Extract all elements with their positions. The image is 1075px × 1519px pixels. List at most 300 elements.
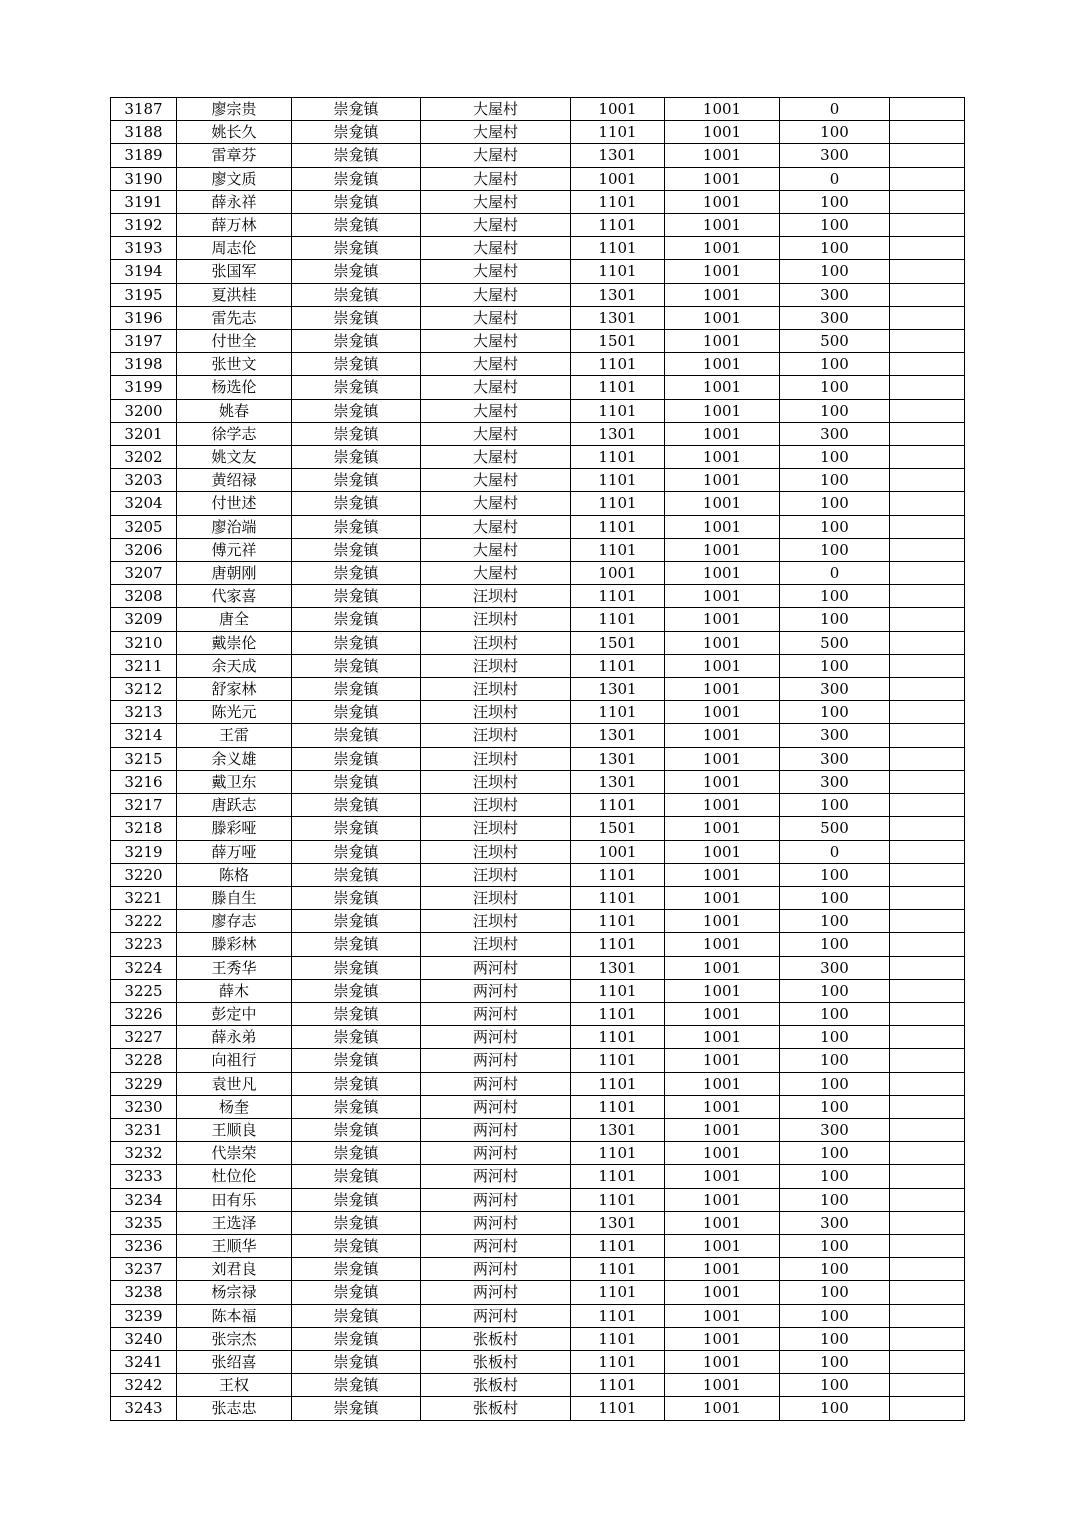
cell-amount2: 1001 <box>665 678 780 701</box>
cell-name: 薛木 <box>177 979 292 1002</box>
cell-id: 3190 <box>111 167 177 190</box>
table-row <box>111 1281 965 1304</box>
cell-amount3: 300 <box>780 144 890 167</box>
cell-name: 彭定中 <box>177 1002 292 1025</box>
cell-id: 3237 <box>111 1258 177 1281</box>
cell-note <box>890 585 965 608</box>
cell-id: 3194 <box>111 260 177 283</box>
cell-amount2: 1001 <box>665 910 780 933</box>
cell-amount3: 100 <box>780 214 890 237</box>
cell-note <box>890 1350 965 1373</box>
cell-id: 3206 <box>111 538 177 561</box>
cell-amount3: 100 <box>780 701 890 724</box>
cell-town: 崇龛镇 <box>292 933 421 956</box>
table-row <box>111 306 965 329</box>
cell-amount3: 300 <box>780 283 890 306</box>
cell-name: 杨选伦 <box>177 376 292 399</box>
cell-name: 张世文 <box>177 353 292 376</box>
table-row <box>111 1327 965 1350</box>
cell-note <box>890 167 965 190</box>
cell-town: 崇龛镇 <box>292 237 421 260</box>
cell-amount1: 1101 <box>571 1002 665 1025</box>
cell-id: 3235 <box>111 1211 177 1234</box>
cell-name: 王雷 <box>177 724 292 747</box>
cell-note <box>890 1397 965 1420</box>
cell-amount1: 1101 <box>571 515 665 538</box>
cell-town: 崇龛镇 <box>292 469 421 492</box>
cell-amount3: 100 <box>780 1072 890 1095</box>
cell-amount2: 1001 <box>665 840 780 863</box>
cell-name: 张国军 <box>177 260 292 283</box>
table-row <box>111 144 965 167</box>
table-row <box>111 214 965 237</box>
cell-note <box>890 515 965 538</box>
cell-amount3: 500 <box>780 330 890 353</box>
table-row <box>111 794 965 817</box>
cell-amount2: 1001 <box>665 121 780 144</box>
cell-village: 两河村 <box>421 1118 571 1141</box>
table-row <box>111 1188 965 1211</box>
cell-note <box>890 144 965 167</box>
cell-id: 3222 <box>111 910 177 933</box>
cell-name: 周志伦 <box>177 237 292 260</box>
cell-town: 崇龛镇 <box>292 538 421 561</box>
cell-name: 代崇荣 <box>177 1142 292 1165</box>
cell-village: 大屋村 <box>421 121 571 144</box>
cell-amount3: 100 <box>780 1304 890 1327</box>
cell-name: 夏洪桂 <box>177 283 292 306</box>
cell-town: 崇龛镇 <box>292 1026 421 1049</box>
cell-village: 两河村 <box>421 1095 571 1118</box>
cell-note <box>890 886 965 909</box>
cell-note <box>890 353 965 376</box>
cell-village: 两河村 <box>421 1165 571 1188</box>
cell-amount2: 1001 <box>665 585 780 608</box>
cell-id: 3203 <box>111 469 177 492</box>
cell-town: 崇龛镇 <box>292 1327 421 1350</box>
cell-amount2: 1001 <box>665 1118 780 1141</box>
cell-id: 3229 <box>111 1072 177 1095</box>
cell-village: 两河村 <box>421 1049 571 1072</box>
cell-amount1: 1101 <box>571 1234 665 1257</box>
cell-amount3: 0 <box>780 562 890 585</box>
cell-amount2: 1001 <box>665 1350 780 1373</box>
cell-id: 3211 <box>111 654 177 677</box>
cell-amount3: 100 <box>780 979 890 1002</box>
cell-town: 崇龛镇 <box>292 979 421 1002</box>
cell-village: 两河村 <box>421 1002 571 1025</box>
cell-village: 大屋村 <box>421 167 571 190</box>
cell-name: 王顺良 <box>177 1118 292 1141</box>
cell-name: 滕自生 <box>177 886 292 909</box>
cell-id: 3216 <box>111 770 177 793</box>
cell-amount3: 300 <box>780 770 890 793</box>
cell-amount2: 1001 <box>665 817 780 840</box>
cell-town: 崇龛镇 <box>292 701 421 724</box>
cell-note <box>890 1211 965 1234</box>
cell-id: 3234 <box>111 1188 177 1211</box>
cell-amount3: 100 <box>780 608 890 631</box>
cell-town: 崇龛镇 <box>292 446 421 469</box>
cell-village: 汪坝村 <box>421 724 571 747</box>
cell-amount2: 1001 <box>665 214 780 237</box>
cell-town: 崇龛镇 <box>292 1374 421 1397</box>
cell-name: 付世全 <box>177 330 292 353</box>
cell-town: 崇龛镇 <box>292 515 421 538</box>
cell-amount2: 1001 <box>665 863 780 886</box>
cell-village: 大屋村 <box>421 98 571 121</box>
cell-amount2: 1001 <box>665 1397 780 1420</box>
cell-id: 3210 <box>111 631 177 654</box>
cell-village: 汪坝村 <box>421 678 571 701</box>
cell-name: 薛万哑 <box>177 840 292 863</box>
cell-amount2: 1001 <box>665 1049 780 1072</box>
cell-amount2: 1001 <box>665 399 780 422</box>
cell-amount1: 1101 <box>571 237 665 260</box>
cell-name: 刘君良 <box>177 1258 292 1281</box>
cell-amount1: 1101 <box>571 979 665 1002</box>
cell-amount2: 1001 <box>665 144 780 167</box>
cell-amount2: 1001 <box>665 98 780 121</box>
table-row <box>111 1211 965 1234</box>
cell-amount1: 1501 <box>571 817 665 840</box>
cell-name: 袁世凡 <box>177 1072 292 1095</box>
cell-amount3: 100 <box>780 654 890 677</box>
cell-name: 余天成 <box>177 654 292 677</box>
cell-town: 崇龛镇 <box>292 306 421 329</box>
cell-town: 崇龛镇 <box>292 770 421 793</box>
table-row <box>111 1002 965 1025</box>
cell-amount3: 500 <box>780 631 890 654</box>
cell-amount1: 1101 <box>571 1049 665 1072</box>
cell-amount3: 100 <box>780 446 890 469</box>
cell-note <box>890 770 965 793</box>
cell-amount3: 100 <box>780 1327 890 1350</box>
cell-village: 汪坝村 <box>421 794 571 817</box>
cell-note <box>890 1165 965 1188</box>
cell-amount1: 1101 <box>571 1304 665 1327</box>
cell-id: 3188 <box>111 121 177 144</box>
cell-amount2: 1001 <box>665 283 780 306</box>
cell-amount1: 1101 <box>571 654 665 677</box>
cell-name: 余义雄 <box>177 747 292 770</box>
cell-amount2: 1001 <box>665 515 780 538</box>
cell-id: 3243 <box>111 1397 177 1420</box>
cell-note <box>890 469 965 492</box>
cell-amount3: 100 <box>780 237 890 260</box>
cell-town: 崇龛镇 <box>292 98 421 121</box>
cell-amount3: 100 <box>780 1234 890 1257</box>
cell-name: 付世述 <box>177 492 292 515</box>
cell-amount3: 0 <box>780 167 890 190</box>
cell-amount1: 1101 <box>571 538 665 561</box>
table-row <box>111 167 965 190</box>
cell-id: 3220 <box>111 863 177 886</box>
cell-amount2: 1001 <box>665 1234 780 1257</box>
cell-note <box>890 1049 965 1072</box>
table-body <box>111 98 965 1421</box>
cell-amount2: 1001 <box>665 979 780 1002</box>
cell-id: 3225 <box>111 979 177 1002</box>
cell-amount2: 1001 <box>665 1188 780 1211</box>
table-row <box>111 678 965 701</box>
cell-town: 崇龛镇 <box>292 1350 421 1373</box>
cell-amount3: 100 <box>780 1258 890 1281</box>
cell-name: 王秀华 <box>177 956 292 979</box>
cell-id: 3198 <box>111 353 177 376</box>
cell-village: 汪坝村 <box>421 701 571 724</box>
cell-amount3: 300 <box>780 678 890 701</box>
cell-name: 代家喜 <box>177 585 292 608</box>
table-row <box>111 492 965 515</box>
cell-note <box>890 492 965 515</box>
cell-amount2: 1001 <box>665 631 780 654</box>
cell-amount1: 1301 <box>571 1118 665 1141</box>
cell-id: 3197 <box>111 330 177 353</box>
table-row <box>111 399 965 422</box>
cell-amount2: 1001 <box>665 469 780 492</box>
cell-amount2: 1001 <box>665 701 780 724</box>
cell-village: 两河村 <box>421 1258 571 1281</box>
cell-name: 姚文友 <box>177 446 292 469</box>
cell-id: 3240 <box>111 1327 177 1350</box>
cell-note <box>890 1281 965 1304</box>
cell-amount3: 300 <box>780 1211 890 1234</box>
cell-id: 3205 <box>111 515 177 538</box>
cell-town: 崇龛镇 <box>292 1304 421 1327</box>
cell-amount2: 1001 <box>665 724 780 747</box>
cell-id: 3212 <box>111 678 177 701</box>
cell-amount1: 1301 <box>571 306 665 329</box>
cell-village: 张板村 <box>421 1327 571 1350</box>
cell-amount2: 1001 <box>665 1142 780 1165</box>
cell-amount3: 100 <box>780 121 890 144</box>
table-row <box>111 863 965 886</box>
table-row <box>111 886 965 909</box>
cell-town: 崇龛镇 <box>292 1002 421 1025</box>
cell-note <box>890 1188 965 1211</box>
table-row <box>111 422 965 445</box>
cell-village: 大屋村 <box>421 214 571 237</box>
cell-amount1: 1101 <box>571 910 665 933</box>
cell-amount1: 1301 <box>571 956 665 979</box>
table-row <box>111 1026 965 1049</box>
cell-amount2: 1001 <box>665 1026 780 1049</box>
cell-village: 大屋村 <box>421 492 571 515</box>
cell-id: 3221 <box>111 886 177 909</box>
cell-amount2: 1001 <box>665 933 780 956</box>
cell-amount1: 1101 <box>571 446 665 469</box>
table-row <box>111 933 965 956</box>
cell-note <box>890 701 965 724</box>
cell-amount2: 1001 <box>665 1327 780 1350</box>
cell-village: 两河村 <box>421 1234 571 1257</box>
cell-id: 3208 <box>111 585 177 608</box>
cell-amount3: 100 <box>780 863 890 886</box>
cell-id: 3191 <box>111 190 177 213</box>
cell-amount1: 1101 <box>571 190 665 213</box>
cell-town: 崇龛镇 <box>292 1397 421 1420</box>
cell-town: 崇龛镇 <box>292 562 421 585</box>
cell-id: 3215 <box>111 747 177 770</box>
cell-id: 3200 <box>111 399 177 422</box>
cell-name: 雷章芬 <box>177 144 292 167</box>
cell-name: 滕彩林 <box>177 933 292 956</box>
cell-amount3: 100 <box>780 1142 890 1165</box>
cell-amount2: 1001 <box>665 1165 780 1188</box>
cell-note <box>890 1026 965 1049</box>
cell-amount2: 1001 <box>665 1304 780 1327</box>
cell-town: 崇龛镇 <box>292 144 421 167</box>
cell-amount2: 1001 <box>665 770 780 793</box>
cell-note <box>890 747 965 770</box>
table-row <box>111 1072 965 1095</box>
cell-id: 3202 <box>111 446 177 469</box>
table-row <box>111 1095 965 1118</box>
cell-village: 汪坝村 <box>421 608 571 631</box>
table-row <box>111 747 965 770</box>
cell-name: 王顺华 <box>177 1234 292 1257</box>
cell-amount2: 1001 <box>665 562 780 585</box>
cell-name: 陈本福 <box>177 1304 292 1327</box>
cell-amount2: 1001 <box>665 446 780 469</box>
cell-town: 崇龛镇 <box>292 863 421 886</box>
table-row <box>111 1049 965 1072</box>
cell-amount1: 1101 <box>571 1142 665 1165</box>
cell-name: 滕彩哑 <box>177 817 292 840</box>
cell-village: 汪坝村 <box>421 886 571 909</box>
cell-note <box>890 1304 965 1327</box>
cell-note <box>890 330 965 353</box>
cell-amount2: 1001 <box>665 1258 780 1281</box>
cell-note <box>890 1002 965 1025</box>
cell-amount3: 100 <box>780 1165 890 1188</box>
cell-id: 3223 <box>111 933 177 956</box>
cell-amount2: 1001 <box>665 1095 780 1118</box>
cell-town: 崇龛镇 <box>292 794 421 817</box>
cell-amount2: 1001 <box>665 167 780 190</box>
cell-town: 崇龛镇 <box>292 121 421 144</box>
cell-village: 大屋村 <box>421 376 571 399</box>
cell-village: 大屋村 <box>421 237 571 260</box>
cell-note <box>890 399 965 422</box>
cell-amount3: 100 <box>780 1002 890 1025</box>
cell-village: 大屋村 <box>421 144 571 167</box>
cell-id: 3236 <box>111 1234 177 1257</box>
cell-name: 杨奎 <box>177 1095 292 1118</box>
cell-name: 田有乐 <box>177 1188 292 1211</box>
data-table <box>110 97 965 1421</box>
table-row <box>111 330 965 353</box>
cell-town: 崇龛镇 <box>292 492 421 515</box>
cell-amount3: 100 <box>780 469 890 492</box>
cell-note <box>890 283 965 306</box>
cell-town: 崇龛镇 <box>292 886 421 909</box>
cell-id: 3187 <box>111 98 177 121</box>
cell-name: 唐跃志 <box>177 794 292 817</box>
cell-village: 大屋村 <box>421 469 571 492</box>
cell-amount3: 100 <box>780 1188 890 1211</box>
cell-note <box>890 979 965 1002</box>
cell-town: 崇龛镇 <box>292 1072 421 1095</box>
cell-amount2: 1001 <box>665 237 780 260</box>
cell-id: 3239 <box>111 1304 177 1327</box>
cell-village: 汪坝村 <box>421 585 571 608</box>
cell-note <box>890 910 965 933</box>
cell-name: 薛永祥 <box>177 190 292 213</box>
cell-town: 崇龛镇 <box>292 747 421 770</box>
cell-village: 大屋村 <box>421 306 571 329</box>
cell-amount1: 1101 <box>571 1374 665 1397</box>
cell-town: 崇龛镇 <box>292 376 421 399</box>
cell-amount2: 1001 <box>665 492 780 515</box>
cell-town: 崇龛镇 <box>292 1188 421 1211</box>
cell-amount3: 100 <box>780 794 890 817</box>
cell-amount1: 1101 <box>571 121 665 144</box>
cell-id: 3214 <box>111 724 177 747</box>
cell-note <box>890 1327 965 1350</box>
table-row <box>111 121 965 144</box>
cell-note <box>890 1258 965 1281</box>
cell-amount1: 1101 <box>571 1281 665 1304</box>
table-row <box>111 376 965 399</box>
cell-village: 张板村 <box>421 1374 571 1397</box>
table-row <box>111 98 965 121</box>
cell-amount1: 1101 <box>571 1258 665 1281</box>
cell-amount1: 1101 <box>571 469 665 492</box>
cell-note <box>890 817 965 840</box>
cell-village: 大屋村 <box>421 422 571 445</box>
cell-amount2: 1001 <box>665 330 780 353</box>
cell-amount2: 1001 <box>665 538 780 561</box>
cell-note <box>890 214 965 237</box>
cell-amount1: 1301 <box>571 770 665 793</box>
cell-amount1: 1101 <box>571 1188 665 1211</box>
cell-amount2: 1001 <box>665 886 780 909</box>
cell-town: 崇龛镇 <box>292 910 421 933</box>
cell-id: 3218 <box>111 817 177 840</box>
cell-amount3: 100 <box>780 399 890 422</box>
cell-town: 崇龛镇 <box>292 608 421 631</box>
cell-village: 汪坝村 <box>421 817 571 840</box>
cell-town: 崇龛镇 <box>292 190 421 213</box>
cell-amount2: 1001 <box>665 747 780 770</box>
table-sheet <box>110 97 965 1421</box>
table-row <box>111 1397 965 1420</box>
cell-amount1: 1101 <box>571 1026 665 1049</box>
cell-note <box>890 237 965 260</box>
cell-town: 崇龛镇 <box>292 167 421 190</box>
cell-town: 崇龛镇 <box>292 631 421 654</box>
cell-id: 3195 <box>111 283 177 306</box>
cell-amount2: 1001 <box>665 1281 780 1304</box>
cell-id: 3201 <box>111 422 177 445</box>
cell-village: 张板村 <box>421 1397 571 1420</box>
cell-town: 崇龛镇 <box>292 399 421 422</box>
cell-amount2: 1001 <box>665 353 780 376</box>
cell-name: 戴崇伦 <box>177 631 292 654</box>
cell-amount1: 1101 <box>571 1397 665 1420</box>
cell-amount3: 100 <box>780 1374 890 1397</box>
cell-note <box>890 446 965 469</box>
cell-amount3: 100 <box>780 1350 890 1373</box>
cell-name: 姚春 <box>177 399 292 422</box>
cell-note <box>890 933 965 956</box>
cell-amount3: 500 <box>780 817 890 840</box>
cell-village: 大屋村 <box>421 538 571 561</box>
cell-id: 3224 <box>111 956 177 979</box>
cell-amount2: 1001 <box>665 376 780 399</box>
